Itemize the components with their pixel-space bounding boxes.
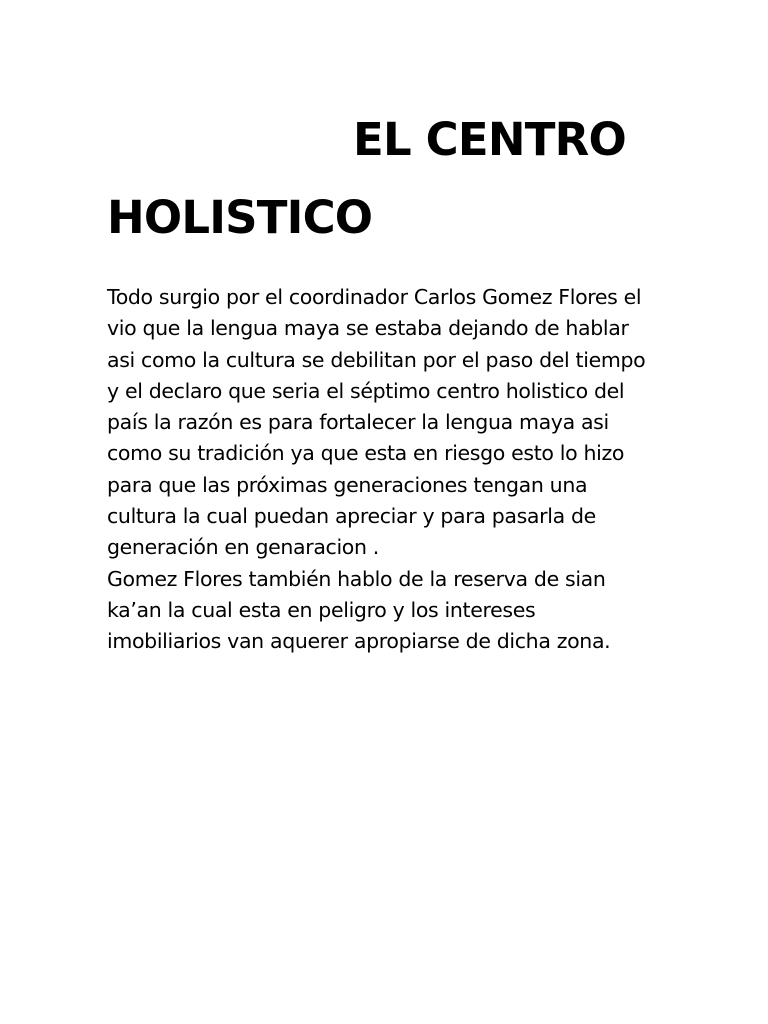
body-line: vio que la lengua maya se estaba dejando de hablar xyxy=(107,316,629,341)
body-line: generación en genaracion . xyxy=(107,535,379,560)
body-line: Todo surgio por el coordinador Carlos Gomez Flores el xyxy=(107,285,642,309)
body-line: asi como la cultura se debilitan por el paso del tiempo xyxy=(107,347,646,372)
body-line: para que las próximas generaciones tengan una xyxy=(107,472,588,497)
body-line: ka’an la cual esta en peligro y los intereses xyxy=(107,597,536,622)
body-line: y el declaro que seria el séptimo centro holistico del xyxy=(107,378,625,403)
body-paragraph xyxy=(107,282,687,658)
title-line: EL CENTRO xyxy=(353,113,626,166)
title-line: HOLISTICO xyxy=(107,191,373,244)
body-line: país la razón es para fortalecer la lengua maya asi xyxy=(107,410,609,435)
body-line: imobiliarios van aquerer apropiarse de dicha zona. xyxy=(107,629,611,654)
body-line: como su tradición ya que esta en riesgo esto lo hizo xyxy=(107,441,625,466)
body-line: Gomez Flores también hablo de la reserva de sian xyxy=(107,566,606,591)
body-line: cultura la cual puedan apreciar y para pasarla de xyxy=(107,504,596,529)
document-title xyxy=(107,101,707,257)
